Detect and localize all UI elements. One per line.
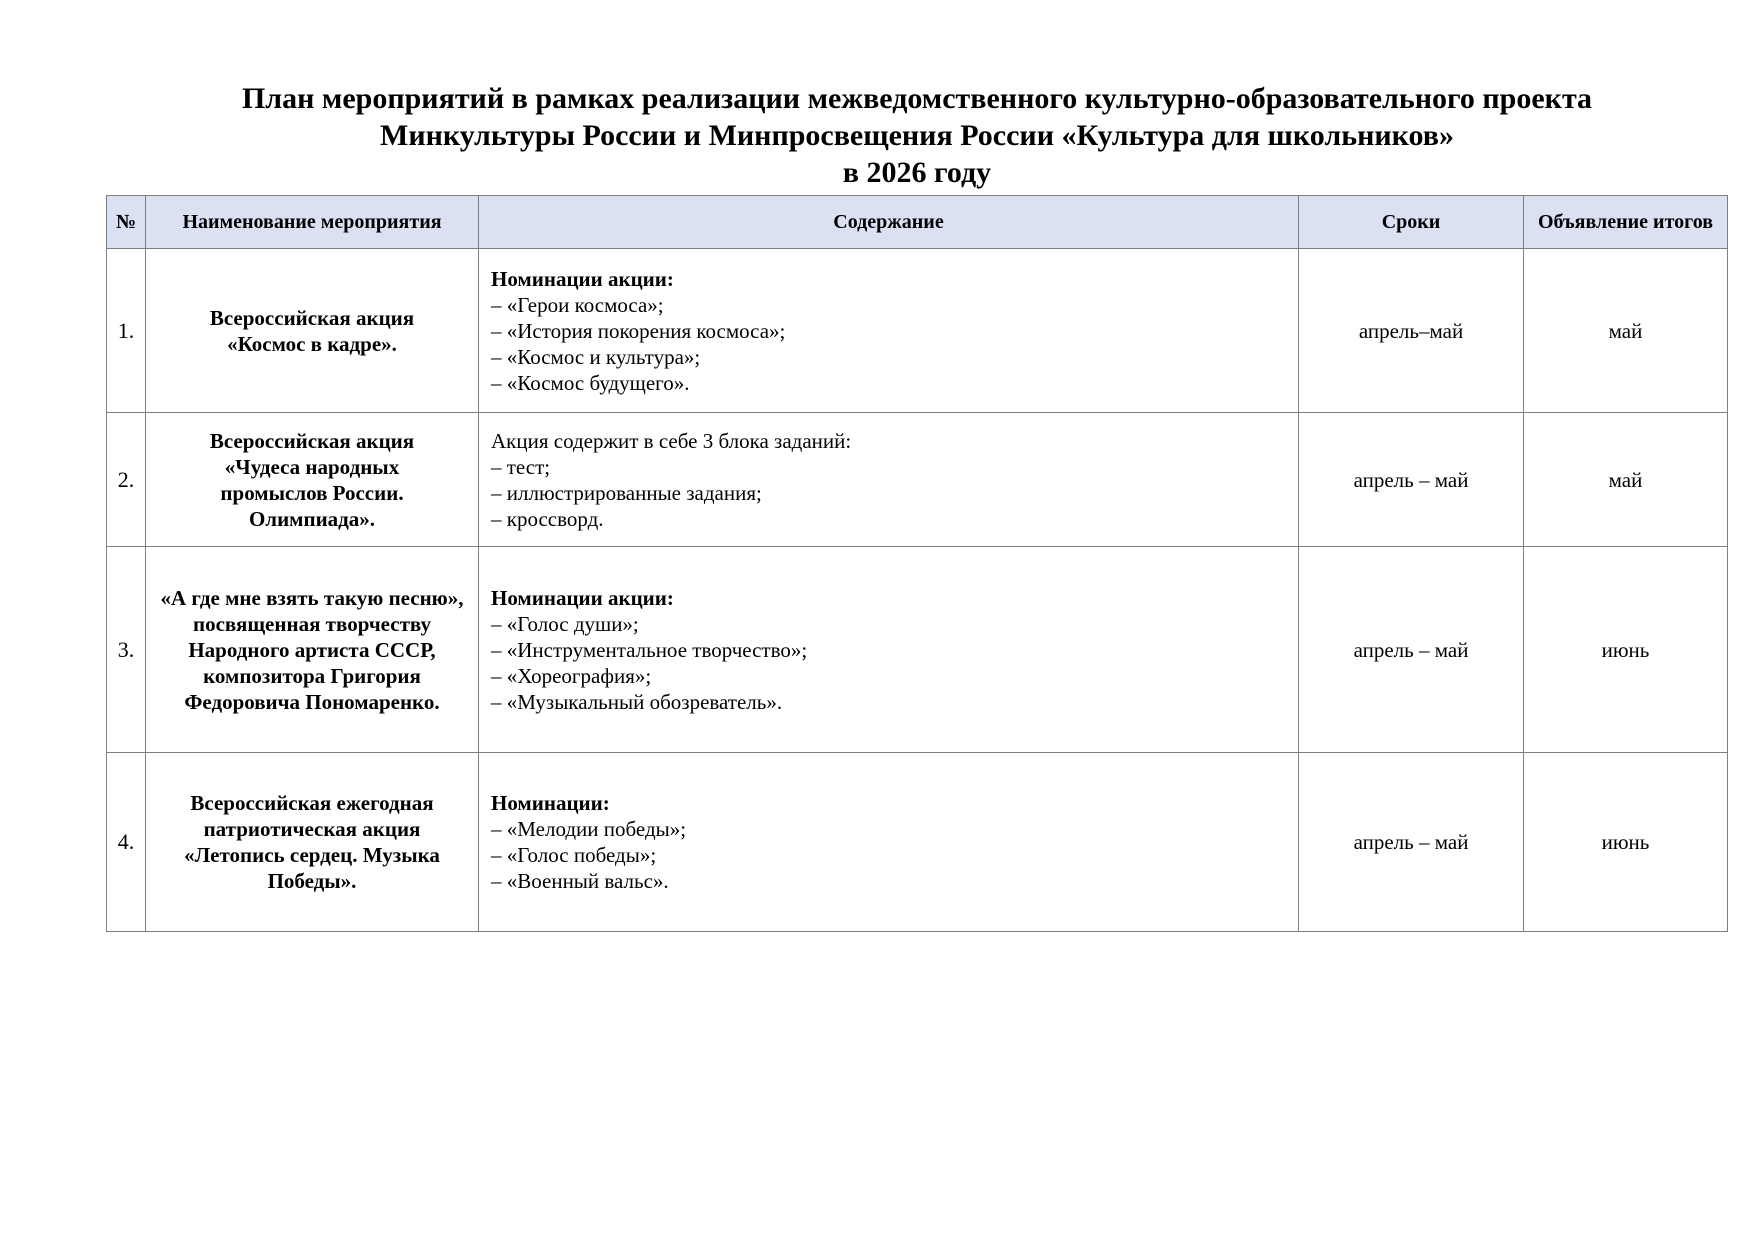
content-line: – «Космос будущего». bbox=[491, 370, 690, 395]
content-line: – «Инструментальное творчество»; bbox=[491, 637, 808, 662]
content-line: – «Голос победы»; bbox=[491, 843, 657, 867]
title-line-1: План мероприятий в рамках реализации межведомственного культурно-образовательного проекта bbox=[241, 82, 1593, 115]
content-line: – иллюстрированные задания; bbox=[491, 480, 762, 505]
content-line: – «Голос души»; bbox=[491, 611, 639, 636]
content-line: – «История покорения космоса»; bbox=[491, 318, 786, 343]
content-line: – тест; bbox=[491, 454, 551, 479]
event-terms: апрель – май bbox=[1299, 753, 1524, 932]
content-line: – «Музыкальный обозреватель». bbox=[491, 689, 783, 714]
event-content bbox=[479, 547, 1299, 753]
title-line-3: в 2026 году bbox=[842, 156, 992, 189]
event-terms: апрель – май bbox=[1299, 547, 1524, 753]
row-number: 4. bbox=[107, 753, 146, 932]
content-line: – «Военный вальс». bbox=[491, 869, 669, 893]
event-name-text: Всероссийская акция «Чудеса народных промыслов России. Олимпиада». bbox=[209, 428, 415, 531]
title-line-2: Минкультуры России и Минпросвещения России «Культура для школьников» bbox=[380, 119, 1454, 152]
page-title bbox=[106, 80, 1728, 191]
event-terms: апрель – май bbox=[1299, 413, 1524, 547]
event-name bbox=[146, 547, 479, 753]
row-number: 1. bbox=[107, 249, 146, 413]
event-name bbox=[146, 753, 479, 932]
table-row bbox=[107, 249, 1728, 413]
event-terms: апрель–май bbox=[1299, 249, 1524, 413]
events-plan-table bbox=[106, 195, 1728, 932]
content-heading: Номинации акции: bbox=[491, 585, 674, 610]
header-terms: Сроки bbox=[1299, 196, 1524, 249]
table-row bbox=[107, 547, 1728, 753]
content-line: – кроссворд. bbox=[491, 506, 604, 531]
event-name bbox=[146, 249, 479, 413]
header-num: № bbox=[107, 196, 146, 249]
event-content bbox=[479, 249, 1299, 413]
content-heading: Номинации: bbox=[491, 791, 610, 815]
content-line: – «Космос и культура»; bbox=[491, 344, 701, 369]
table-row bbox=[107, 753, 1728, 932]
event-results: май bbox=[1524, 413, 1728, 547]
event-content bbox=[479, 753, 1299, 932]
event-results: июнь bbox=[1524, 547, 1728, 753]
event-name-text: «А где мне взять такую песню», посвященная творчеству Народного артиста СССР, композитора Григория Федоровича Пономаренко. bbox=[160, 585, 464, 714]
content-line: – «Герои космоса»; bbox=[491, 292, 664, 317]
content-heading: Номинации акции: bbox=[491, 266, 674, 291]
table-header-row bbox=[107, 196, 1728, 249]
header-results: Объявление итогов bbox=[1524, 196, 1728, 249]
row-number: 3. bbox=[107, 547, 146, 753]
content-line: – «Хореография»; bbox=[491, 663, 652, 688]
content-line: Акция содержит в себе 3 блока заданий: bbox=[491, 428, 852, 453]
row-number: 2. bbox=[107, 413, 146, 547]
event-results: май bbox=[1524, 249, 1728, 413]
header-name: Наименование мероприятия bbox=[146, 196, 479, 249]
content-line: – «Мелодии победы»; bbox=[491, 817, 687, 841]
event-name-text: Всероссийская акция «Космос в кадре». bbox=[209, 305, 415, 356]
event-name-text: Всероссийская ежегодная патриотическая акция «Летопись сердец. Музыка Победы». bbox=[184, 791, 440, 893]
table-row bbox=[107, 413, 1728, 547]
event-name bbox=[146, 413, 479, 547]
event-content bbox=[479, 413, 1299, 547]
header-content: Содержание bbox=[479, 196, 1299, 249]
event-results: июнь bbox=[1524, 753, 1728, 932]
